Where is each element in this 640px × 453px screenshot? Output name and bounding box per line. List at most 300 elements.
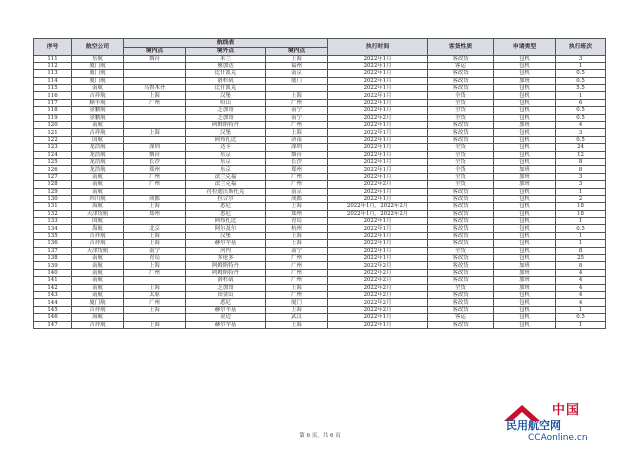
table-row xyxy=(34,99,606,106)
cell-dom-end: 郑州 xyxy=(266,166,328,173)
cell-airline: 厦门航 xyxy=(72,70,124,77)
cell-dom-end: 上海 xyxy=(266,92,328,99)
cell-dom-start: 乌鲁木齐 xyxy=(124,85,186,92)
cell-period: 2022年1月 xyxy=(328,314,428,321)
cell-count: 3 xyxy=(556,181,606,188)
cell-count: 8 xyxy=(556,262,606,269)
cell-seq: 129 xyxy=(34,188,72,195)
table-row xyxy=(34,144,606,151)
cell-period: 2022年2月 xyxy=(328,269,428,276)
cell-dom-end: 上海 xyxy=(266,203,328,210)
cell-dom-end: 上海 xyxy=(266,129,328,136)
cell-nature: 客运 xyxy=(428,314,494,321)
cell-intl: 哈山 xyxy=(186,99,266,106)
cell-period: 2022年1月 xyxy=(328,225,428,232)
cell-nature: 全货 xyxy=(428,99,494,106)
table-row xyxy=(34,107,606,114)
cell-count: 1 xyxy=(556,321,606,328)
table-row xyxy=(34,70,606,77)
cell-apply-type: 包机 xyxy=(494,107,556,114)
cell-seq: 121 xyxy=(34,129,72,136)
cell-dom-end: 厦门 xyxy=(266,299,328,306)
table-row xyxy=(34,188,606,195)
cell-dom-start: 青岛 xyxy=(124,255,186,262)
cell-period: 2022年1月，2022年2月 xyxy=(328,210,428,217)
cell-dom-end: 福州 xyxy=(266,62,328,69)
cell-seq: 147 xyxy=(34,321,72,328)
cell-dom-start: 南宁 xyxy=(124,247,186,254)
cell-airline: 厦门航 xyxy=(72,299,124,306)
cell-dom-start xyxy=(124,277,186,284)
cell-dom-start: 郑州 xyxy=(124,166,186,173)
cell-intl: 芝加哥 xyxy=(186,284,266,291)
cell-count: 4 xyxy=(556,122,606,129)
cell-period: 2022年1月 xyxy=(328,99,428,106)
cell-period: 2022年2月 xyxy=(328,306,428,313)
table-row xyxy=(34,284,606,291)
cell-seq: 146 xyxy=(34,314,72,321)
cell-intl: 多伦多 xyxy=(186,255,266,262)
cell-period: 2022年1月 xyxy=(328,218,428,225)
cell-dom-start: 广州 xyxy=(124,173,186,180)
cell-nature: 全货 xyxy=(428,158,494,165)
cell-apply-type: 加班 xyxy=(494,277,556,284)
cell-count: 6 xyxy=(556,99,606,106)
cell-dom-start: 上海 xyxy=(124,262,186,269)
cell-airline: 吉祥航 xyxy=(72,321,124,328)
cell-seq: 114 xyxy=(34,77,72,84)
cell-count: 1 xyxy=(556,188,606,195)
cell-nature: 客改货 xyxy=(428,269,494,276)
cell-dom-end: 上海 xyxy=(266,240,328,247)
cell-airline: 南航 xyxy=(72,284,124,291)
cell-period: 2022年1月 xyxy=(328,92,428,99)
cell-seq: 124 xyxy=(34,151,72,158)
cell-intl: 法兰克福 xyxy=(186,173,266,180)
cell-seq: 128 xyxy=(34,181,72,188)
cell-count: 1 xyxy=(556,306,606,313)
cell-airline: 吉祥航 xyxy=(72,240,124,247)
cell-dom-start xyxy=(124,70,186,77)
table-row xyxy=(34,136,606,143)
cell-dom-end: 郑州 xyxy=(266,210,328,217)
cell-count: 1 xyxy=(556,232,606,239)
cell-intl: 汉堡 xyxy=(186,92,266,99)
cell-dom-start xyxy=(124,122,186,129)
cell-nature: 全货 xyxy=(428,144,494,151)
cell-apply-type: 包机 xyxy=(494,247,556,254)
cell-count: 2 xyxy=(556,195,606,202)
cell-count: 24 xyxy=(556,144,606,151)
cell-airline: 南航 xyxy=(72,292,124,299)
cell-seq: 144 xyxy=(34,299,72,306)
cell-dom-start xyxy=(124,107,186,114)
cell-nature: 全货 xyxy=(428,284,494,291)
cell-seq: 118 xyxy=(34,107,72,114)
cell-dom-end: 烟台 xyxy=(266,151,328,158)
cell-dom-start: 上海 xyxy=(124,306,186,313)
cell-apply-type: 包机 xyxy=(494,70,556,77)
watermark-url: CCAonline.cn xyxy=(528,433,588,443)
cell-dom-start xyxy=(124,62,186,69)
table-row xyxy=(34,218,606,225)
cell-period: 2022年1月 xyxy=(328,195,428,202)
cell-seq: 137 xyxy=(34,247,72,254)
header-count: 执行班次 xyxy=(556,39,606,56)
cell-dom-start: 上海 xyxy=(124,321,186,328)
cell-airline: 厦门航 xyxy=(72,62,124,69)
cell-nature: 客改货 xyxy=(428,70,494,77)
cell-count: 18 xyxy=(556,210,606,217)
cell-intl: 芝加哥 xyxy=(186,107,266,114)
cell-dom-start: 深圳 xyxy=(124,144,186,151)
cell-nature: 客运 xyxy=(428,62,494,69)
cell-seq: 134 xyxy=(34,225,72,232)
cell-apply-type: 包机 xyxy=(494,151,556,158)
cell-apply-type: 包机 xyxy=(494,195,556,202)
header-route: 航线表 xyxy=(124,39,328,48)
cell-dom-end: 广州 xyxy=(266,277,328,284)
cell-seq: 136 xyxy=(34,240,72,247)
cell-dom-end: 广州 xyxy=(266,173,328,180)
cell-intl: 米兰 xyxy=(186,55,266,62)
cell-dom-start: 广州 xyxy=(124,181,186,188)
cell-apply-type: 包机 xyxy=(494,203,556,210)
cell-period: 2022年1月 xyxy=(328,166,428,173)
cell-airline: 吉祥航 xyxy=(72,129,124,136)
cell-nature: 客改货 xyxy=(428,55,494,62)
table-row xyxy=(34,92,606,99)
cell-count: 0.5 xyxy=(556,314,606,321)
cell-period: 2022年2月 xyxy=(328,292,428,299)
cell-intl: 洛杉矶 xyxy=(186,277,266,284)
cell-dom-start: 长沙 xyxy=(124,158,186,165)
cell-period: 2022年1月 xyxy=(328,247,428,254)
cell-nature: 客改货 xyxy=(428,210,494,217)
cell-period: 2022年2月 xyxy=(328,262,428,269)
charter-flight-table xyxy=(33,38,606,329)
cell-seq: 115 xyxy=(34,85,72,92)
cell-count: 1 xyxy=(556,62,606,69)
cell-dom-end: 广州 xyxy=(266,181,328,188)
cell-dom-end: 成都 xyxy=(266,195,328,202)
cell-intl: 汉堡 xyxy=(186,232,266,239)
cell-period: 2022年1月 xyxy=(328,144,428,151)
cell-dom-end: 广州 xyxy=(266,269,328,276)
cell-nature: 全货 xyxy=(428,247,494,254)
cell-airline: 海航 xyxy=(72,314,124,321)
cell-intl: 东京 xyxy=(186,158,266,165)
cell-airline: 南航 xyxy=(72,181,124,188)
cell-period: 2022年1月 xyxy=(328,70,428,77)
table-row xyxy=(34,314,606,321)
table-row xyxy=(34,77,606,84)
table-row xyxy=(34,262,606,269)
cell-nature: 客改货 xyxy=(428,292,494,299)
cell-apply-type: 加班 xyxy=(494,122,556,129)
cell-intl: 阿姆斯特丹 xyxy=(186,122,266,129)
cell-dom-end: 长沙 xyxy=(266,158,328,165)
cell-airline: 南航 xyxy=(72,277,124,284)
cell-intl: 金边 xyxy=(186,314,266,321)
cell-apply-type: 加班 xyxy=(494,262,556,269)
cell-dom-end: 上海 xyxy=(266,232,328,239)
cell-nature: 客改货 xyxy=(428,85,494,92)
cell-apply-type: 包机 xyxy=(494,136,556,143)
header-seq: 序号 xyxy=(34,39,72,56)
cell-intl: 汉堡 xyxy=(186,129,266,136)
cell-nature: 客改货 xyxy=(428,262,494,269)
cell-intl: 赫尔辛基 xyxy=(186,306,266,313)
cell-dom-end: 深圳 xyxy=(266,144,328,151)
cell-nature: 客改货 xyxy=(428,218,494,225)
table-row xyxy=(34,181,606,188)
cell-count: 8 xyxy=(556,158,606,165)
cell-nature: 全货 xyxy=(428,151,494,158)
cell-dom-end: 武汉 xyxy=(266,314,328,321)
table-row xyxy=(34,247,606,254)
cell-dom-start: 广州 xyxy=(124,269,186,276)
cell-nature: 客改货 xyxy=(428,225,494,232)
cell-intl: 比什凯克 xyxy=(186,70,266,77)
cell-seq: 120 xyxy=(34,122,72,129)
cell-count: 3 xyxy=(556,129,606,136)
cell-dom-start xyxy=(124,136,186,143)
cell-nature: 客改货 xyxy=(428,122,494,129)
cell-apply-type: 包机 xyxy=(494,92,556,99)
cell-dom-end: 南宁 xyxy=(266,107,328,114)
cell-airline: 南航 xyxy=(72,85,124,92)
cell-airline: 国航 xyxy=(72,136,124,143)
cell-seq: 119 xyxy=(34,114,72,121)
cell-airline: 金鹏航 xyxy=(72,107,124,114)
table-row xyxy=(34,173,606,180)
cell-dom-start: 广州 xyxy=(124,299,186,306)
header-apply-type: 申请类型 xyxy=(494,39,556,56)
table-row xyxy=(34,55,606,62)
cell-seq: 126 xyxy=(34,166,72,173)
cell-intl: 悉尼 xyxy=(186,210,266,217)
cell-nature: 客改货 xyxy=(428,195,494,202)
cell-dom-start: 成都 xyxy=(124,195,186,202)
cell-nature: 客改货 xyxy=(428,129,494,136)
cell-dom-end: 南宁 xyxy=(266,247,328,254)
cell-dom-end: 广州 xyxy=(266,292,328,299)
cell-period: 2022年1月 xyxy=(328,321,428,328)
table-row xyxy=(34,292,606,299)
cell-seq: 111 xyxy=(34,55,72,62)
cell-airline: 顺丰航 xyxy=(72,99,124,106)
table-row xyxy=(34,299,606,306)
cell-nature: 全货 xyxy=(428,166,494,173)
cell-dom-start: 烟台 xyxy=(124,55,186,62)
cell-dom-start: 太原 xyxy=(124,292,186,299)
cell-intl: 洛杉矶 xyxy=(186,77,266,84)
cell-intl: 赫尔辛基 xyxy=(186,240,266,247)
cell-dom-start: 广州 xyxy=(124,99,186,106)
cell-airline: 四川航 xyxy=(72,195,124,202)
cell-seq: 123 xyxy=(34,144,72,151)
table-row xyxy=(34,225,606,232)
cell-apply-type: 加班 xyxy=(494,77,556,84)
page-footer: 第 6 页，共 6 页 xyxy=(299,433,341,439)
cell-nature: 客改货 xyxy=(428,188,494,195)
cell-intl: 拉合尔 xyxy=(186,195,266,202)
cell-intl: 悉尼 xyxy=(186,203,266,210)
cell-seq: 138 xyxy=(34,255,72,262)
cell-dom-end: 济南 xyxy=(266,136,328,143)
cell-nature: 全货 xyxy=(428,181,494,188)
cell-seq: 145 xyxy=(34,306,72,313)
cell-dom-start: 北京 xyxy=(124,225,186,232)
cell-airline: 金鹏航 xyxy=(72,114,124,121)
cell-count: 4 xyxy=(556,277,606,284)
cell-period: 2022年2月 xyxy=(328,277,428,284)
ccaonline-watermark xyxy=(502,399,630,449)
cell-dom-start xyxy=(124,314,186,321)
cell-intl: 河内 xyxy=(186,247,266,254)
cell-period: 2022年1月 xyxy=(328,62,428,69)
cell-apply-type: 包机 xyxy=(494,314,556,321)
cell-seq: 112 xyxy=(34,62,72,69)
cell-dom-end: 青岛 xyxy=(266,218,328,225)
cell-seq: 131 xyxy=(34,203,72,210)
cell-apply-type: 加班 xyxy=(494,269,556,276)
cell-seq: 141 xyxy=(34,277,72,284)
cell-nature: 客改货 xyxy=(428,277,494,284)
cell-period: 2022年1月 xyxy=(328,188,428,195)
cell-apply-type: 包机 xyxy=(494,306,556,313)
header-airline: 航空公司 xyxy=(72,39,124,56)
cell-nature: 全货 xyxy=(428,114,494,121)
cell-apply-type: 包机 xyxy=(494,99,556,106)
cell-intl: 东京 xyxy=(186,166,266,173)
cell-count: 0.5 xyxy=(556,70,606,77)
cell-dom-start: 烟台 xyxy=(124,151,186,158)
table-row xyxy=(34,158,606,165)
cell-period: 2022年2月 xyxy=(328,114,428,121)
table-row xyxy=(34,203,606,210)
cell-dom-end: 南宁 xyxy=(266,114,328,121)
cell-apply-type: 包机 xyxy=(494,188,556,195)
cell-nature: 客改货 xyxy=(428,299,494,306)
header-row xyxy=(34,39,606,48)
cell-period: 2022年1月 xyxy=(328,136,428,143)
cell-dom-start xyxy=(124,77,186,84)
cell-apply-type: 包机 xyxy=(494,255,556,262)
cell-count: 25 xyxy=(556,255,606,262)
cell-apply-type: 包机 xyxy=(494,321,556,328)
table-row xyxy=(34,129,606,136)
table-row xyxy=(34,195,606,202)
cell-apply-type: 包机 xyxy=(494,225,556,232)
cell-count: 4 xyxy=(556,284,606,291)
cell-dom-start: 上海 xyxy=(124,92,186,99)
cell-intl: 阿尔及尔 xyxy=(186,225,266,232)
cell-apply-type: 包机 xyxy=(494,158,556,165)
table-row xyxy=(34,151,606,158)
cell-intl: 达卡 xyxy=(186,144,266,151)
cell-count: 12 xyxy=(556,151,606,158)
cell-intl: 赫尔辛基 xyxy=(186,321,266,328)
cell-airline: 天津货航 xyxy=(72,247,124,254)
table-row xyxy=(34,210,606,217)
cell-period: 2022年1月 xyxy=(328,122,428,129)
cell-count: 4 xyxy=(556,269,606,276)
cell-period: 2022年1月 xyxy=(328,129,428,136)
cell-nature: 全货 xyxy=(428,173,494,180)
cell-dom-start xyxy=(124,114,186,121)
cell-apply-type: 包机 xyxy=(494,292,556,299)
header-domestic-end: 境内点 xyxy=(266,48,328,56)
cell-airline: 南航 xyxy=(72,173,124,180)
cell-nature: 客改货 xyxy=(428,240,494,247)
cell-count: 4 xyxy=(556,292,606,299)
header-domestic-start: 境内点 xyxy=(124,48,186,56)
cell-count: 4 xyxy=(556,299,606,306)
cell-dom-end: 广州 xyxy=(266,122,328,129)
cell-dom-start: 上海 xyxy=(124,232,186,239)
cell-count: 0.5 xyxy=(556,107,606,114)
cell-dom-start: 上海 xyxy=(124,203,186,210)
cell-intl: 阿姆斯特丹 xyxy=(186,262,266,269)
cell-airline: 南航 xyxy=(72,262,124,269)
cell-airline: 龙浩航 xyxy=(72,144,124,151)
table-row xyxy=(34,321,606,328)
cell-apply-type: 包机 xyxy=(494,299,556,306)
cell-dom-end: 南京 xyxy=(266,188,328,195)
cell-seq: 135 xyxy=(34,232,72,239)
cell-apply-type: 包机 xyxy=(494,218,556,225)
table-row xyxy=(34,269,606,276)
table-row xyxy=(34,255,606,262)
cell-period: 2022年1月 xyxy=(328,55,428,62)
cell-dom-start xyxy=(124,188,186,195)
cell-airline: 吉祥航 xyxy=(72,232,124,239)
table-row xyxy=(34,240,606,247)
cell-intl: 比什凯克 xyxy=(186,85,266,92)
cell-airline: 龙浩航 xyxy=(72,166,124,173)
cell-intl: 阿布扎比 xyxy=(186,218,266,225)
cell-nature: 客改货 xyxy=(428,321,494,328)
cell-count: 0.5 xyxy=(556,77,606,84)
cell-intl: 阿姆斯特丹 xyxy=(186,269,266,276)
cell-intl: 阿布扎比 xyxy=(186,136,266,143)
cell-seq: 140 xyxy=(34,269,72,276)
cell-dom-end: 南京 xyxy=(266,70,328,77)
cell-apply-type: 加班 xyxy=(494,181,556,188)
cell-count: 18 xyxy=(556,203,606,210)
cell-period: 2022年1月 xyxy=(328,240,428,247)
cell-intl: 田金山 xyxy=(186,292,266,299)
cell-airline: 东航 xyxy=(72,55,124,62)
cell-airline: 天津货航 xyxy=(72,210,124,217)
cell-period: 2022年1月 xyxy=(328,151,428,158)
cell-period: 2022年2月 xyxy=(328,181,428,188)
cell-seq: 139 xyxy=(34,262,72,269)
cell-seq: 122 xyxy=(34,136,72,143)
cell-airline: 龙浩航 xyxy=(72,158,124,165)
cell-period: 2022年1月 xyxy=(328,232,428,239)
cell-seq: 127 xyxy=(34,173,72,180)
cell-seq: 130 xyxy=(34,195,72,202)
table-row xyxy=(34,277,606,284)
cell-dom-start: 上海 xyxy=(124,240,186,247)
cell-dom-start: 上海 xyxy=(124,284,186,291)
cell-dom-end: 上海 xyxy=(266,306,328,313)
cell-period: 2022年1月 xyxy=(328,173,428,180)
cell-period: 2022年1月 xyxy=(328,77,428,84)
